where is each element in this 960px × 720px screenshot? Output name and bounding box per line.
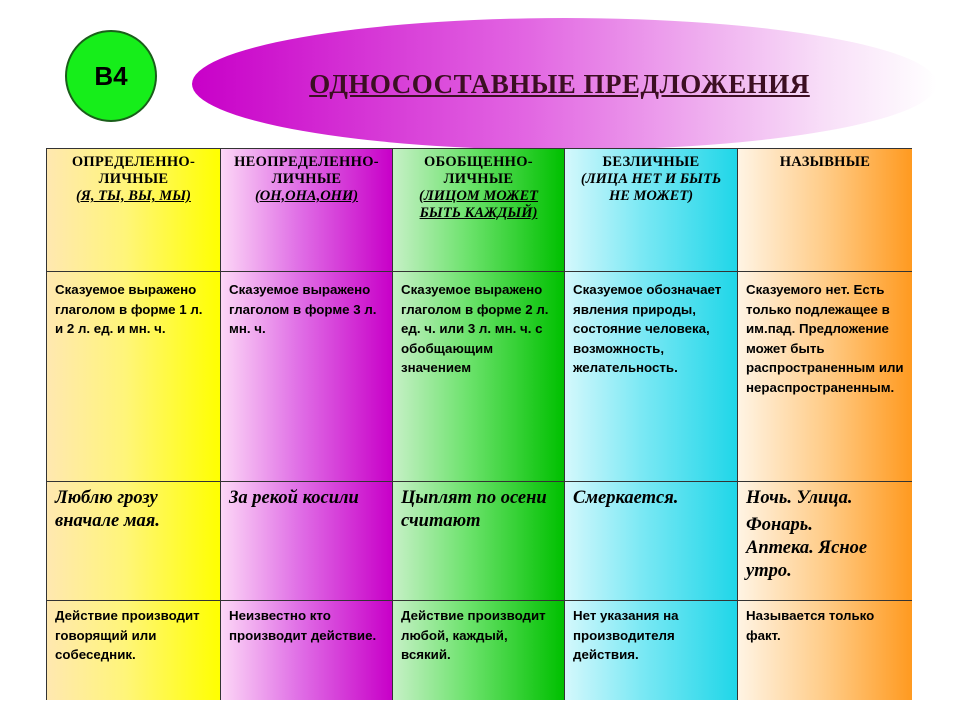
example-cell: Смеркается.	[564, 481, 737, 600]
action-cell: Действие производит любой, каждый, всякий.	[392, 600, 564, 700]
description-cell: Сказуемое выражено глаголом в форме 1 л. и 2 л. ед. и мн. ч.	[46, 271, 220, 481]
description-cell: Сказуемое выражено глаголом в форме 2 л. ед. ч. или 3 л. мн. ч. с обобщающим значением	[392, 271, 564, 481]
header-cell	[220, 148, 392, 271]
example-cell: За рекой косили	[220, 481, 392, 600]
column-pronouns: (Я, ТЫ, ВЫ, МЫ)	[76, 188, 191, 204]
column-name: БЕЗЛИЧНЫЕ	[602, 154, 700, 170]
column-name: НЕОПРЕДЕЛЕННО-ЛИЧНЫЕ	[234, 154, 379, 187]
example-line: Аптека. Ясное утро.	[746, 538, 868, 581]
sentence-types-table	[46, 148, 912, 700]
header-cell	[737, 148, 912, 271]
column-name: ОПРЕДЕЛЕННО-ЛИЧНЫЕ	[71, 154, 196, 187]
column-pronouns: (ЛИЦА НЕТ И БЫТЬ НЕ МОЖЕТ)	[580, 171, 722, 204]
column-name: ОБОБЩЕННО-ЛИЧНЫЕ	[424, 154, 533, 187]
action-cell: Называется только факт.	[737, 600, 912, 700]
action-cell: Неизвестно кто производит действие.	[220, 600, 392, 700]
column-pronouns: (ЛИЦОМ МОЖЕТ БЫТЬ КАЖДЫЙ)	[419, 188, 538, 221]
description-cell: Сказуемое выражено глаголом в форме 3 л. мн. ч.	[220, 271, 392, 481]
example-line: Фонарь.	[746, 515, 813, 535]
header-cell	[46, 148, 220, 271]
description-cell: Сказуемого нет. Есть только подлежащее в им.пад. Предложение может быть распространенным или нераспространенным.	[737, 271, 912, 481]
description-cell: Сказуемое обозначает явления природы, состояние человека, возможность, желательность.	[564, 271, 737, 481]
header-cell	[392, 148, 564, 271]
header-cell	[564, 148, 737, 271]
badge-label: В4	[94, 60, 128, 91]
example-line: Ночь. Улица.	[746, 488, 853, 508]
action-cell: Нет указания на производителя действия.	[564, 600, 737, 700]
column-name: НАЗЫВНЫЕ	[779, 154, 871, 170]
section-badge	[65, 30, 157, 122]
page-title: ОДНОСОСТАВНЫЕ ПРЕДЛОЖЕНИЯ	[309, 68, 810, 99]
example-cell: Люблю грозу вначале мая.	[46, 481, 220, 600]
column-pronouns: (ОН,ОНА,ОНИ)	[254, 188, 359, 204]
example-cell: Цыплят по осени считают	[392, 481, 564, 600]
example-cell	[737, 481, 912, 600]
action-cell: Действие производит говорящий или собеседник.	[46, 600, 220, 700]
